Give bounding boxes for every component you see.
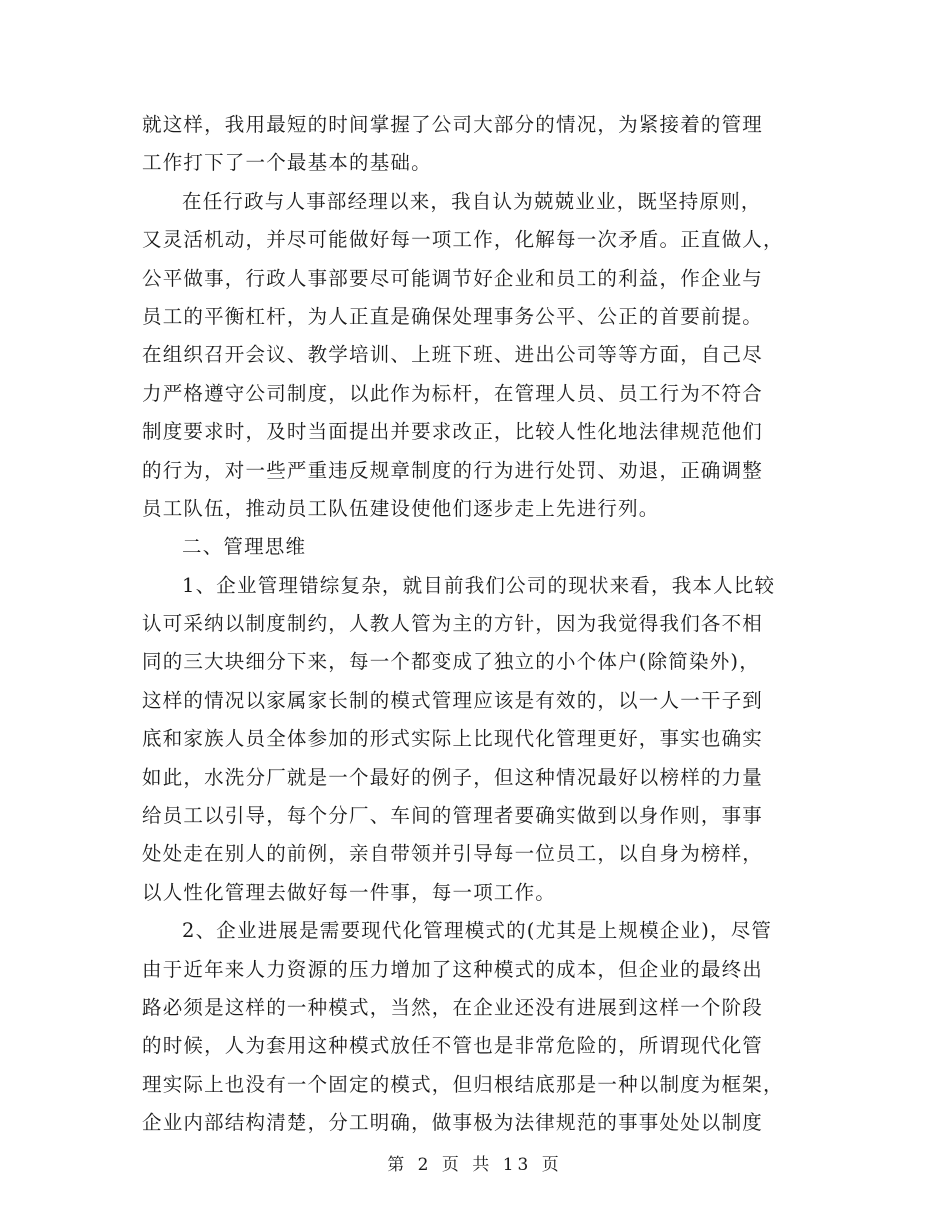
text-line: 员工的平衡杠杆，为人正直是确保处理事务公平、公正的首要前提。 — [142, 304, 764, 328]
text-line: 路必须是这样的一种模式，当然，在企业还没有进展到这样一个阶段 — [142, 995, 764, 1019]
text-line: 给员工以引导，每个分厂、车间的管理者要确实做到以身作则，事事 — [142, 804, 764, 828]
document-body — [142, 106, 812, 1143]
text-line: 在组织召开会议、教学培训、上班下班、进出公司等等方面，自己尽 — [142, 343, 764, 367]
text-line: 制度要求时，及时当面提出并要求改正，比较人性化地法律规范他们 — [142, 420, 764, 444]
text-line: 底和家族人员全体参加的形式实际上比现代化管理更好，事实也确实 — [142, 727, 764, 751]
text-line: 二、管理思维 — [182, 535, 307, 559]
text-line: 公平做事，行政人事部要尽可能调节好企业和员工的利益，作企业与 — [142, 266, 764, 290]
text-line: 的行为，对一些严重违反规章制度的行为进行处罚、劝退，正确调整 — [142, 458, 764, 482]
text-line: 理实际上也没有一个固定的模式，但归根结底那是一种以制度为框架， — [142, 1072, 784, 1096]
page-number-footer: 第 2 页 共 13 页 — [387, 1155, 563, 1175]
text-line: 1、企业管理错综复杂，就目前我们公司的现状来看，我本人比较 — [182, 573, 776, 597]
text-line: 又灵活机动，并尽可能做好每一项工作，化解每一次矛盾。正直做人， — [142, 228, 784, 252]
text-line: 就这样，我用最短的时间掌握了公司大部分的情况，为紧接着的管理 — [142, 113, 764, 136]
text-line: 工作打下了一个最基本的基础。 — [142, 151, 432, 175]
text-line: 力严格遵守公司制度，以此作为标杆，在管理人员、员工行为不符合 — [142, 381, 764, 405]
text-line: 认可采纳以制度制约，人教人管为主的方针，因为我觉得我们各不相 — [142, 612, 764, 636]
text-line: 的时候，人为套用这种模式放任不管也是非常危险的，所谓现代化管 — [142, 1034, 764, 1058]
text-line: 企业内部结构清楚，分工明确，做事极为法律规范的事事处处以制度 — [142, 1111, 764, 1135]
text-line: 2、企业进展是需要现代化管理模式的(尤其是上规模企业)，尽管 — [182, 919, 773, 943]
text-line: 同的三大块细分下来，每一个都变成了独立的小个体户(除简染外)， — [142, 650, 760, 674]
text-line: 如此，水洗分厂就是一个最好的例子，但这种情况最好以榜样的力量 — [142, 765, 764, 789]
text-line: 处处走在别人的前例，亲自带领并引导每一位员工，以自身为榜样， — [142, 842, 764, 866]
text-line: 以人性化管理去做好每一件事，每一项工作。 — [142, 880, 557, 904]
text-line: 员工队伍，推动员工队伍建设使他们逐步走上先进行列。 — [142, 496, 660, 520]
text-line: 由于近年来人力资源的压力增加了这种模式的成本，但企业的最终出 — [142, 957, 764, 981]
text-line: 这样的情况以家属家长制的模式管理应该是有效的，以一人一干子到 — [142, 688, 764, 712]
text-line: 在任行政与人事部经理以来，我自认为兢兢业业，既坚持原则， — [182, 189, 762, 213]
